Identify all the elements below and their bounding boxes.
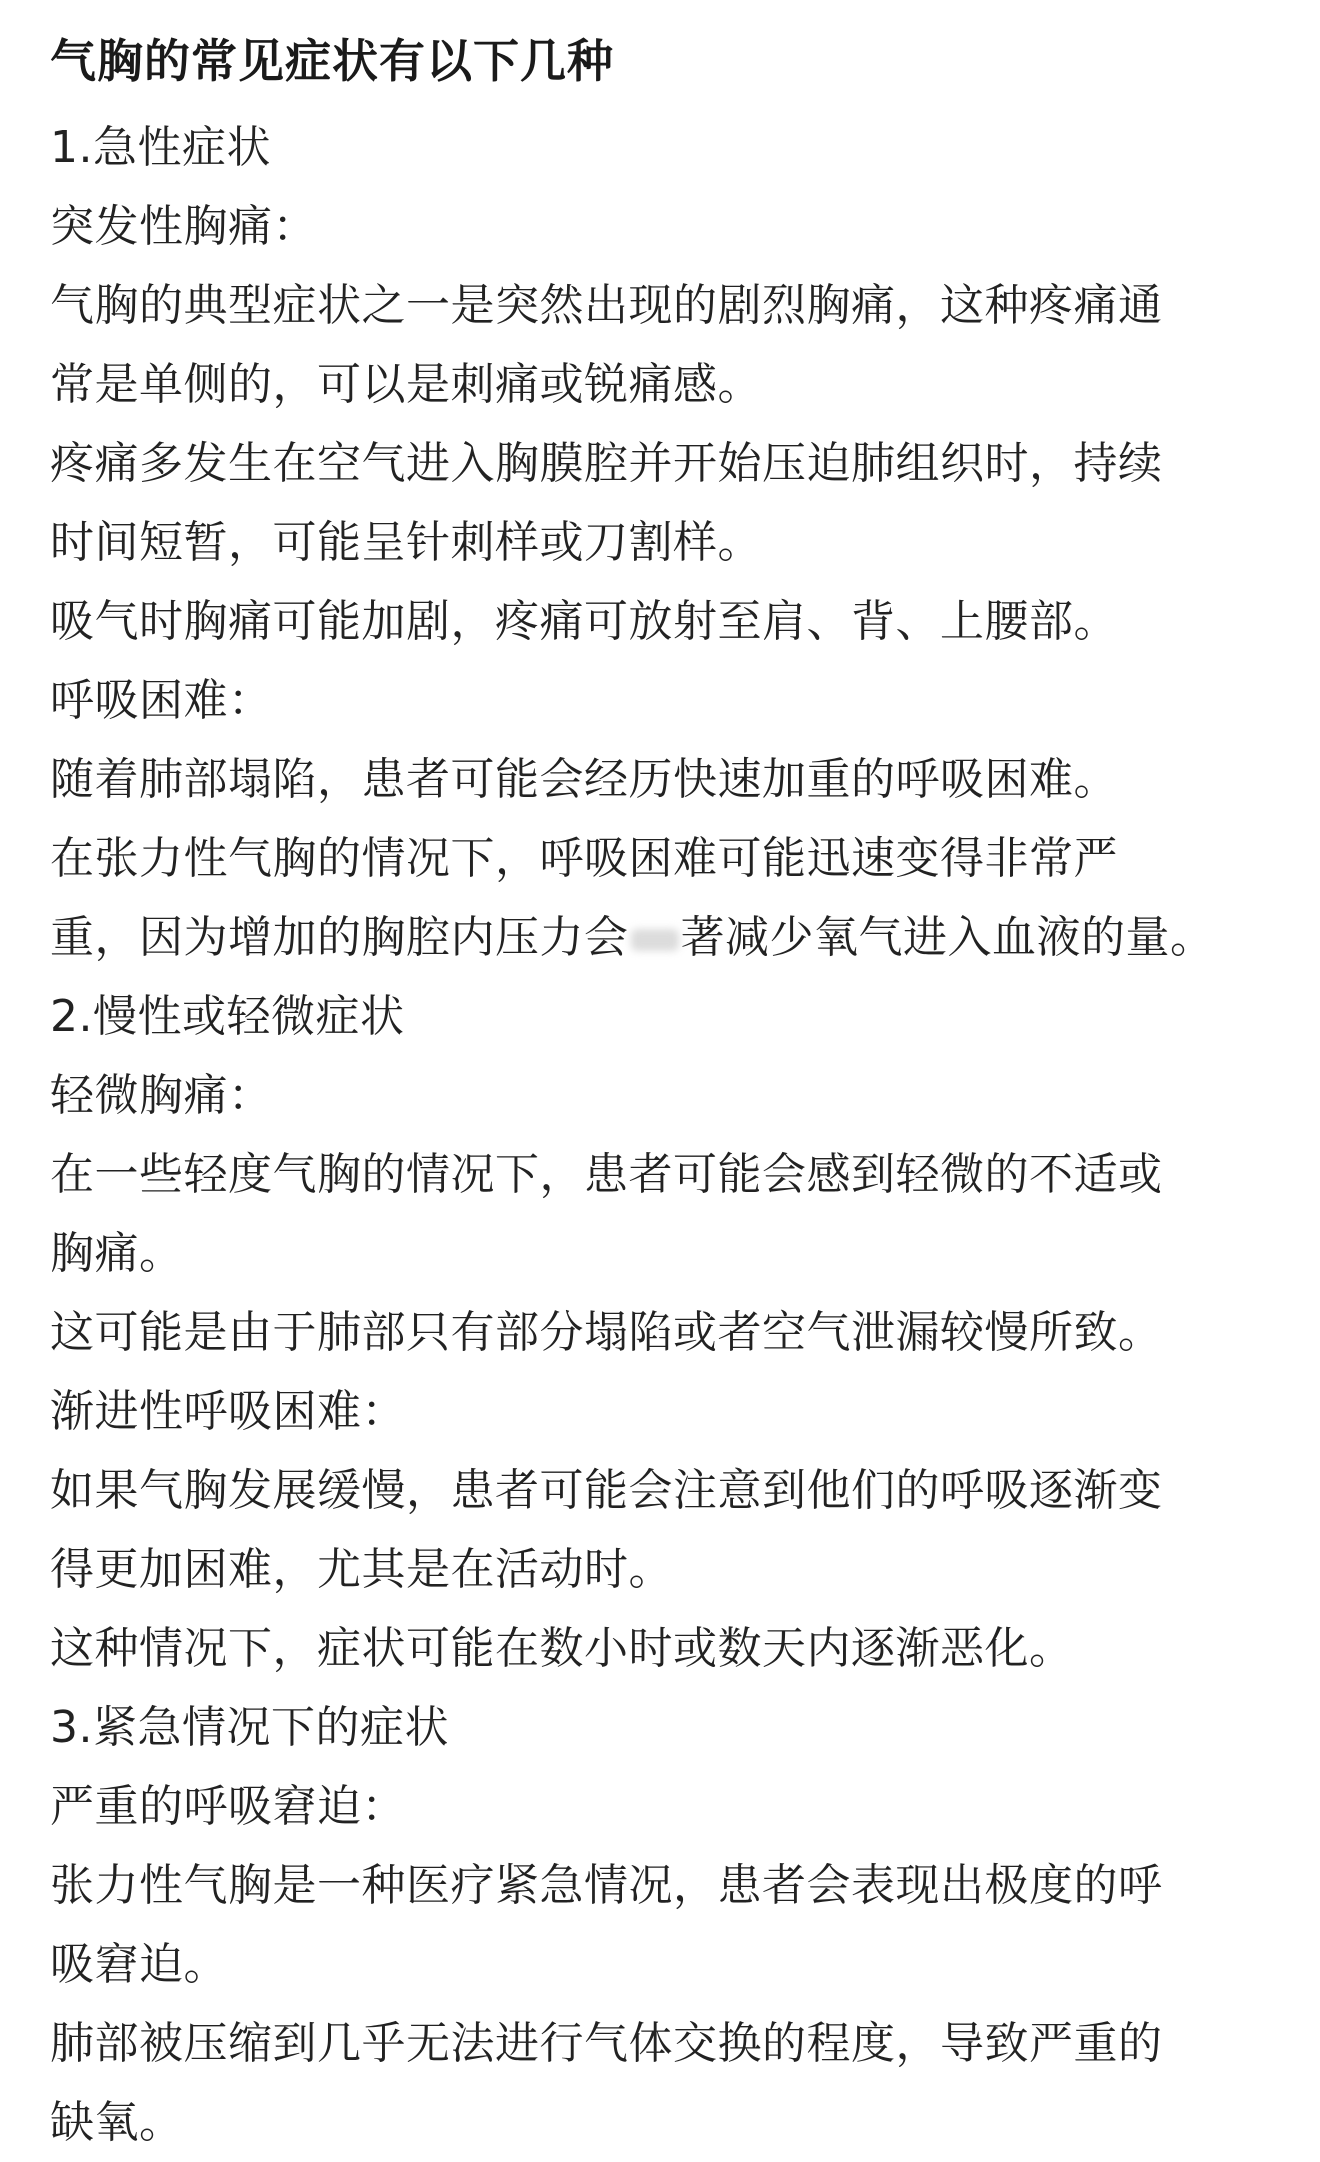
blurred-redaction — [631, 929, 679, 951]
text-line: 这可能是由于肺部只有部分塌陷或者空气泄漏较慢所致。 — [50, 1307, 1163, 1358]
text-line: 得更加困难，尤其是在活动时。 — [50, 1544, 673, 1595]
text-line: 在张力性气胸的情况下，呼吸困难可能迅速变得非常严 — [50, 833, 1118, 884]
text-line: 张力性气胸是一种医疗紧急情况，患者会表现出极度的呼 — [50, 1860, 1163, 1911]
text-fragment: 著减少氧气进入血液的量。 — [680, 912, 1215, 963]
text-line: 吸气时胸痛可能加剧，疼痛可放射至肩、背、上腰部。 — [50, 596, 1118, 647]
subheading-mild-chest-pain: 轻微胸痛： — [50, 1070, 273, 1121]
text-fragment: 重，因为增加的胸腔内压力会 — [50, 912, 629, 963]
text-line: 这种情况下，症状可能在数小时或数天内逐渐恶化。 — [50, 1623, 1074, 1674]
subheading-severe-distress: 严重的呼吸窘迫： — [50, 1781, 406, 1832]
section-heading-acute: 1.急性症状 — [50, 122, 271, 173]
article-body — [50, 108, 1270, 2162]
article-title: 气胸的常见症状有以下几种 — [50, 34, 614, 88]
subheading-sudden-chest-pain: 突发性胸痛： — [50, 201, 317, 252]
text-line: 随着肺部塌陷，患者可能会经历快速加重的呼吸困难。 — [50, 754, 1118, 805]
text-line: 常是单侧的，可以是刺痛或锐痛感。 — [50, 359, 762, 410]
text-line: 肺部被压缩到几乎无法进行气体交换的程度，导致严重的 — [50, 2018, 1163, 2069]
text-line: 胸痛。 — [50, 1228, 184, 1279]
text-line: 在一些轻度气胸的情况下，患者可能会感到轻微的不适或 — [50, 1149, 1163, 1200]
text-line: 气胸的典型症状之一是突然出现的剧烈胸痛，这种疼痛通 — [50, 280, 1163, 331]
text-line: 吸窘迫。 — [50, 1939, 228, 1990]
text-line: 如果气胸发展缓慢，患者可能会注意到他们的呼吸逐渐变 — [50, 1465, 1163, 1516]
subheading-progressive-dyspnea: 渐进性呼吸困难： — [50, 1386, 406, 1437]
text-line-with-redaction — [50, 898, 1270, 977]
text-line: 时间短暂，可能呈针刺样或刀割样。 — [50, 517, 762, 568]
subheading-dyspnea: 呼吸困难： — [50, 675, 273, 726]
text-line: 缺氧。 — [50, 2097, 184, 2148]
text-line: 疼痛多发生在空气进入胸膜腔并开始压迫肺组织时，持续 — [50, 438, 1163, 489]
section-heading-chronic: 2.慢性或轻微症状 — [50, 991, 405, 1042]
section-heading-emergency: 3.紧急情况下的症状 — [50, 1702, 449, 1753]
